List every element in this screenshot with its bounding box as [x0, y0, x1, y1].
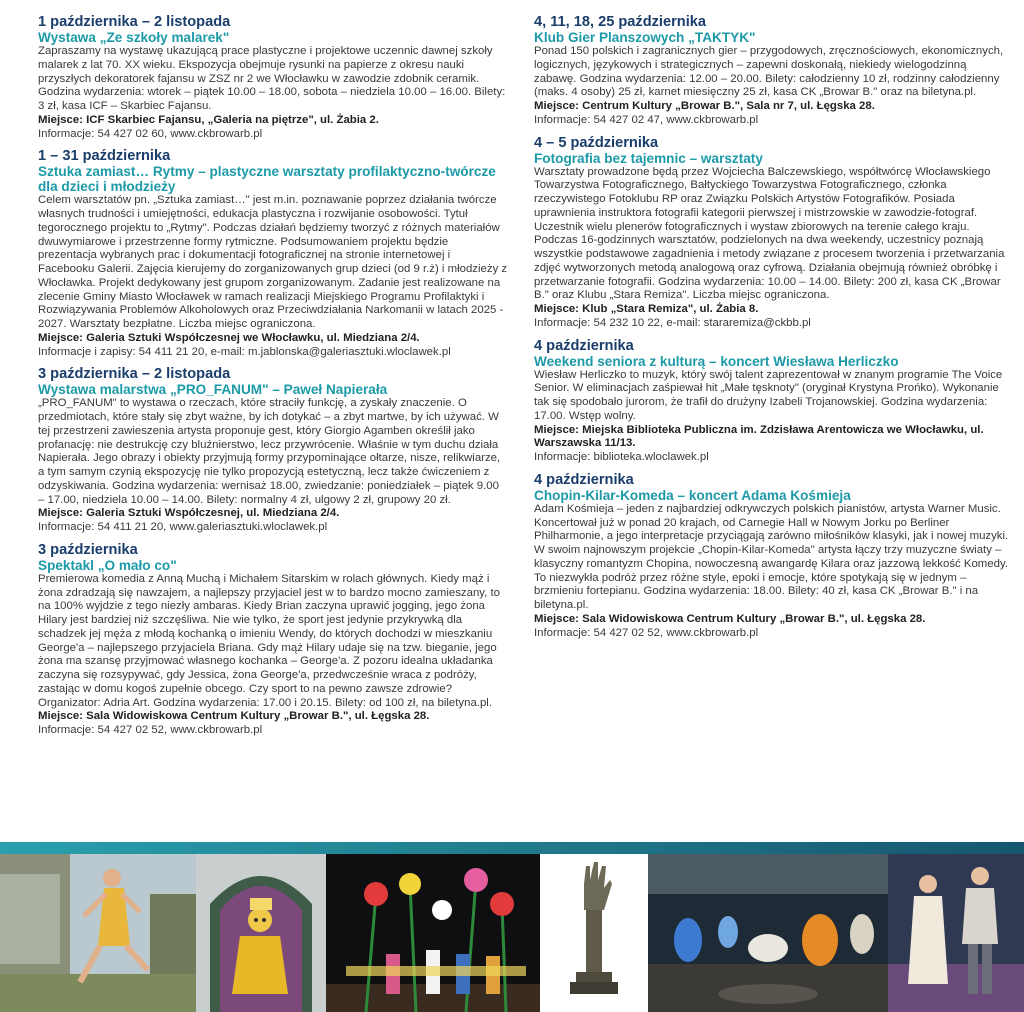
event-info: Informacje: 54 427 02 47, www.ckbrowarb.pl	[534, 113, 759, 126]
event-description: Ponad 150 polskich i zagranicznych gier – przygodowych, zręcznościowych, ekonomicznych, logicznych, językowych i strategicznych – zapewni doskonałą, niekiedy wielogodzinną zabawę. Godzina wydarzenia: 12.00 – 20.00. Bilety: całodzienny 10 zł, rodzinny całodzienny (maks. 4 osoby) 25 zł, karnet miesięczny 25 zł, kasa CK „Browar B." oraz na biletyna.pl.	[534, 45, 1004, 99]
event-title: Klub Gier Planszowych „TAKTYK"	[534, 30, 756, 45]
band-accent-strip	[0, 842, 1024, 854]
event-info: Informacje: 54 232 10 22, e-mail: stararemiza@ckbb.pl	[534, 316, 811, 329]
event-o-malo-co	[38, 542, 508, 738]
event-info: Informacje i zapisy: 54 411 21 20, e-mail: m.jablonska@galeriasztuki.wloclawek.pl	[38, 345, 451, 358]
photo-ceramics-gallery	[648, 854, 888, 1012]
photo-band	[0, 842, 1024, 1012]
event-info: Informacje: 54 427 02 52, www.ckbrowarb.pl	[38, 724, 263, 736]
left-column	[38, 14, 508, 745]
event-date: 3 października – 2 listopada	[38, 366, 231, 383]
event-description: Warsztaty prowadzone będą przez Wojciecha Balczewskiego, współtwórcę Włocławskiego Towarzystwa Fotograficznego, Bałtyckiego Towarzystwa Fotograficznego, członka rzeczywistego Fotoklubu RP oraz Związku Polskich Artystów Fotografików. Posiada uprawnienia instruktora fotografii kategorii pierwszej i mistrzowskie w zawodzie-fotograf. Uczestnik wielu plenerów fotograficznych i wystaw zbiorowych na terenie całego kraju. Podczas 16-godzinnych warsztatów, podzielonych na dwa weekendy, uczestnicy poznają wszystkie podstawowe zagadnienia i metody związane z procesem tworzenia i przetwarzania zdjęć wytworzonych metodą analogową oraz cyfrową. Działania obejmują również obróbkę i przetwarzanie fotografii. Godzina wydarzenia: 10.00 – 14.00. Bilety: 200 zł, kasa CK „Browar B." oraz Klubu „Stara Remiza". Liczba miejsc ograniczona.	[534, 165, 1005, 302]
event-title: Weekend seniora z kulturą – koncert Wiesława Herliczko	[534, 353, 899, 369]
right-column	[534, 14, 1012, 647]
event-place: Miejsce: Galeria Sztuki Współczesnej we Włocławku, ul. Miedziana 2/4.	[38, 331, 420, 344]
event-description: Adam Kośmieja – jeden z najbardziej odkrywczych polskich pianistów, artysta Warner Music. Koncertował już w ponad 20 krajach, od Carnegie Hall w Nowym Jorku po Berliner Philharmonie, a jego interpretacje przyciągają zarówno miłośników klasyki, jak i nowej muzyki. W swoim najnowszym projekcie „Chopin-Kilar-Komeda" artysta łączy trzy muzyczne światy – klasyczny romantyzm Chopina, nowoczesną awangardę Kilara oraz jazzową lekkość Komedy. To niezwykła podróż przez różne style, epoki i emocje, które spotykają się w jednym – brzmieniu fortepianu. Godzina wydarzenia: 18.00. Bilety: 40 zł, kasa CK „Browar B." i na biletyna.pl.	[534, 502, 1009, 611]
photo-hand-sculpture	[540, 854, 648, 1012]
event-title: Wystawa malarstwa „PRO_FANUM" – Paweł Napierała	[38, 382, 388, 398]
photo-stage-flowers	[326, 854, 540, 1012]
event-date: 4 – 5 października	[534, 134, 659, 151]
event-title: Sztuka zamiast… Rytmy – plastyczne warsztaty profilaktyczno-twórcze dla dzieci i młodzieży	[38, 164, 496, 195]
event-info: Informacje: 54 411 21 20, www.galeriasztuki.wloclawek.pl	[38, 521, 328, 533]
event-description: „PRO_FANUM" to wystawa o rzeczach, które straciły funkcję, a zyskały znaczenie. O przedmiotach, które stały się zbyt ważne, by ich dotykać – a zbyt martwe, by ich używać. W tej przestrzeni zawieszenia artysta proponuje gest, który Giorgio Agamben określił jako profanację: nie destrukcję czy bluźnierstwo, lecz przywrócenie. Właśnie w tym duchu działa Napierała. Jego obrazy i obiekty przyjmują formy przypominające ołtarze, nisze, relikwiarze, a tym samym czynią ekspozycję nie tylko propozycją estetyczną, lecz także ćwiczeniem z odzyskiwania. Godzina wydarzenia: wernisaż 18.00, zwiedzanie: poniedziałek – piątek 9.00 – 17.00, niedziela 10.00 – 14.00. Bilety: normalny 4 zł, ulgowy 2 zł, grupowy 20 zł.	[38, 397, 501, 506]
event-place: Miejsce: Sala Widowiskowa Centrum Kultury „Browar B.", ul. Łęgska 28.	[38, 710, 430, 723]
event-place: Miejsce: ICF Skarbiec Fajansu, „Galeria na piętrze", ul. Żabia 2.	[38, 113, 379, 126]
event-info: Informacje: biblioteka.wloclawek.pl	[534, 451, 709, 463]
photo-woman-jumping	[0, 854, 196, 1012]
event-ze-szkoly-malarek	[38, 14, 508, 141]
event-date: 4 października	[534, 471, 634, 488]
event-sztuka-zamiast	[38, 148, 508, 359]
event-fotografia-bez-tajemnic	[534, 135, 1012, 331]
event-klub-gier-taktyk	[534, 14, 1012, 128]
event-description: Premierowa komedia z Anną Muchą i Michałem Sitarskim w rolach głównych. Kiedy mąż i żona zdradzają się nawzajem, a najlepszy przyjaciel jest w to bardzo mocno zamieszany, to na 100% wyjdzie z tego niezły ambaras. Kiedy Brian zaczyna uprawić jogging, jego żona Hilary jest bardziej niż szczęśliwa. Nie wie tylko, że sport jest jedynie przykrywką dla schadzek jej męża z młodą kochanką o imieniu Wendy, do których dochodzi w mieszkaniu George'a – najlepszego przyjaciela Briana. Gdy mąż Hilary udaje się na tzw. bieganie, jego żona ma szansę przyjmować własnego kochanka – George'a. Z pozoru idealna układanka zaczyna się rozsypywać, gdy Jessica, żona George'a, przedwcześnie wraca z podróży, zastając w domu kogoś zupełnie obcego. Czy sport to na pewno zawsze zdrowie? Organizator: Adria Art. Godzina wydarzenia: 17.00 i 20.15. Bilety: od 100 zł, na biletyna.pl.	[38, 572, 500, 709]
event-description: Wiesław Herliczko to muzyk, który swój talent zaprezentował w znanym programie The Voice Senior. W eliminacjach zaśpiewał hit „Małe tęsknoty" (oryginał Krystyna Prońko). Wykonanie tak się spodobało jurorom, że trafił do drużyny Izabeli Trojanowskiej. Godzina wydarzenia: 17.00. Wstęp wolny.	[534, 368, 1003, 422]
event-description: Zapraszamy na wystawę ukazującą prace plastyczne i projektowe uczennic dawnej szkoły malarek z lat 70. XX wieku. Ekspozycja obejmuje rysunki na papierze z okresu nauki przyszłych dekoratorek fajansu w ZSZ nr 2 we Włocławku w zawodzie zdobnik ceramik. Godzina wydarzenia: wtorek – piątek 10.00 – 18.00, sobota – niedziela 10.00 – 16.00. Bilety: 3 zł, kasa ICF – Skarbiec Fajansu.	[38, 45, 506, 112]
event-date: 4 października	[534, 337, 634, 354]
event-title: Wystawa „Ze szkoły malarek"	[38, 30, 230, 45]
event-title: Spektakl „O mało co"	[38, 557, 177, 573]
event-chopin-kilar-komeda	[534, 472, 1012, 641]
event-place: Miejsce: Klub „Stara Remiza", ul. Żabia 8.	[534, 303, 759, 315]
event-place: Miejsce: Miejska Biblioteka Publiczna im. Zdzisława Arentowicza we Włocławku, ul. Warszawska 11/13.	[534, 423, 984, 450]
event-title: Chopin-Kilar-Komeda – koncert Adama Kośmieja	[534, 487, 851, 503]
photo-painting-figure	[196, 854, 326, 1012]
event-place: Miejsce: Sala Widowiskowa Centrum Kultury „Browar B.", ul. Łęgska 28.	[534, 612, 926, 625]
event-date: 1 października – 2 listopada	[38, 14, 231, 30]
event-date: 1 – 31 października	[38, 148, 171, 165]
event-place: Miejsce: Galeria Sztuki Współczesnej, ul. Miedziana 2/4.	[38, 507, 340, 520]
event-info: Informacje: 54 427 02 60, www.ckbrowarb.pl	[38, 127, 263, 140]
event-pro-fanum	[38, 366, 508, 535]
event-info: Informacje: 54 427 02 52, www.ckbrowarb.pl	[534, 626, 759, 639]
event-date: 4, 11, 18, 25 października	[534, 14, 706, 30]
event-description: Celem warsztatów pn. „Sztuka zamiast…" jest m.in. poznawanie poprzez działania twórcze własnych trudności i umiejętności, edukacja plastyczna i rozwijanie osobowości. Tytuł tegorocznego projektu to „Rytmy". Podczas działań będziemy tworzyć z różnych materiałów dwuwymiarowe i przestrzenne formy rytmiczne. Podsumowaniem projektu będzie prezentacja wybranych prac i dokumentacji fotograficznej na stronie internetowej i Facebooku Galerii. Zajęcia kierujemy do zorganizowanych grup dzieci (od 9 r.ż) i młodzieży z Włocławka. Projekt dedykowany jest grupom zorganizowanym. Zadanie jest realizowane na zlecenie Gminy Miasto Włocławek w ramach realizacji Miejskiego Programu Profilaktyki i Rozwiązywania Problemów Alkoholowych oraz Przeciwdziałania Narkomanii w latach 2025 - 2027. Warsztaty bezpłatne. Liczba miejsc ograniczona.	[38, 194, 508, 330]
event-date: 3 października	[38, 541, 138, 558]
event-place: Miejsce: Centrum Kultury „Browar B.", Sala nr 7, ul. Łęgska 28.	[534, 100, 875, 112]
photo-theatre-actors	[888, 854, 1024, 1012]
event-title: Fotografia bez tajemnic – warsztaty	[534, 150, 763, 166]
event-weekend-seniora	[534, 338, 1012, 465]
